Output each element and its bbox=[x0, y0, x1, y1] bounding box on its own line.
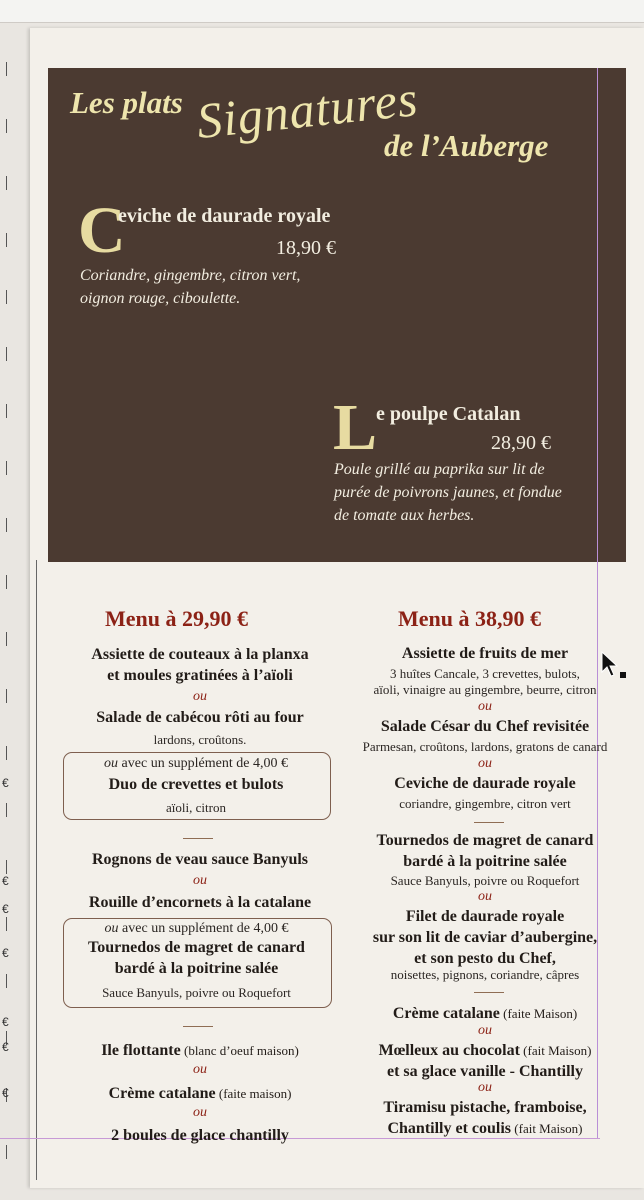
mouse-cursor-icon bbox=[600, 650, 630, 682]
dish-description: Coriandre, gingembre, citron vert, oignon rouge, ciboulette. bbox=[80, 267, 301, 307]
menu1-supplement-dish: Tournedos de magret de canard bardé à la poitrine salée bbox=[88, 939, 305, 977]
ruler-tick bbox=[6, 1145, 7, 1159]
menu2-starter: Salade César du Chef revisitée bbox=[380, 718, 590, 735]
menu2-starter-detail: Parmesan, croûtons, lardons, gratons de canard bbox=[362, 739, 608, 754]
ruler-tick bbox=[6, 290, 7, 304]
ruler-tick bbox=[6, 917, 7, 931]
menu2-starter: Assiette de fruits de mer bbox=[401, 645, 569, 662]
course-separator bbox=[183, 838, 213, 839]
ruler-tick bbox=[6, 176, 7, 190]
menu1-supplement-detail: Sauce Banyuls, poivre ou Roquefort bbox=[102, 985, 291, 1000]
menu2-main-detail: noisettes, pignons, coriandre, câpres bbox=[390, 967, 580, 982]
course-separator bbox=[183, 1026, 213, 1027]
app-toolbar bbox=[0, 0, 644, 23]
menu1-starter-detail: lardons, croûtons. bbox=[153, 732, 247, 747]
course-separator bbox=[474, 992, 504, 993]
ruler-tick bbox=[6, 689, 7, 703]
ruler-tick bbox=[6, 518, 7, 532]
ruler-tick bbox=[6, 461, 7, 475]
supplement-note: ou avec un supplément de 4,00 € bbox=[104, 756, 288, 771]
menu1-starter: Assiette de couteaux à la planxa et moules gratinées à l’aïoli bbox=[91, 646, 309, 684]
menu1-dessert: 2 boules de glace chantilly bbox=[111, 1127, 289, 1144]
menu2-starter-detail: coriandre, gingembre, citron vert bbox=[399, 796, 571, 811]
dish-price: 18,90 € bbox=[276, 237, 336, 259]
ou-separator: ou bbox=[478, 756, 492, 771]
ou-separator: ou bbox=[478, 889, 492, 904]
menu1-dessert: Ile flottante (blanc d’oeuf maison) bbox=[101, 1042, 299, 1059]
title-les-plats: Les plats bbox=[70, 85, 183, 120]
menu2-starter: Ceviche de daurade royale bbox=[394, 775, 576, 792]
menu2-dessert: Tiramisu pistache, framboise, Chantilly et coulis (fait Maison) bbox=[383, 1099, 587, 1137]
menu2-main: Tournedos de magret de canard bardé à la poitrine salée bbox=[376, 832, 594, 870]
menu1-starter: Salade de cabécou rôti au four bbox=[96, 709, 304, 726]
menu1-main: Rognons de veau sauce Banyuls bbox=[91, 851, 309, 868]
ruler-tick bbox=[6, 803, 7, 817]
dropcap-l: L bbox=[333, 391, 378, 464]
menu2-starter-detail: 3 huîtes Cancale, 3 crevettes, bulots, aïoli, vinaigre au gingembre, beurre, citron bbox=[373, 666, 597, 697]
ruler-tick bbox=[6, 974, 7, 988]
menu2-main: Filet de daurade royale sur son lit de caviar d’aubergine, et son pesto du Chef, bbox=[372, 908, 598, 967]
ruler-tick bbox=[6, 404, 7, 418]
edge-euro: € bbox=[2, 1086, 9, 1100]
title-signatures-script: Signatures bbox=[194, 70, 421, 150]
menu1-supplement-dish: Duo de crevettes et bulots bbox=[108, 776, 284, 793]
supplement-note: ou avec un supplément de 4,00 € bbox=[104, 921, 289, 936]
menu2-dessert: Crème catalane (faite Maison) bbox=[392, 1005, 578, 1022]
ou-separator: ou bbox=[478, 1023, 492, 1038]
dish-description: Poule grillé au paprika sur lit de purée de poivrons jaunes, et fondue de tomate aux herbes. bbox=[334, 461, 562, 524]
edge-euro: € bbox=[2, 946, 9, 960]
menu2-main-detail: Sauce Banyuls, poivre ou Roquefort bbox=[390, 873, 580, 888]
dropcap-c: C bbox=[78, 194, 126, 267]
ou-separator: ou bbox=[478, 1080, 492, 1095]
edge-euro: € bbox=[2, 776, 9, 790]
ou-separator: ou bbox=[193, 689, 207, 704]
menu1-main: Rouille d’encornets à la catalane bbox=[88, 894, 312, 911]
edge-euro: € bbox=[2, 1040, 9, 1054]
ruler-tick bbox=[6, 347, 7, 361]
edge-euro: € bbox=[2, 902, 9, 916]
ruler-tick bbox=[6, 233, 7, 247]
ruler-tick bbox=[6, 62, 7, 76]
margin-guide bbox=[36, 560, 37, 1180]
ou-separator: ou bbox=[478, 699, 492, 714]
edge-euro: € bbox=[2, 874, 9, 888]
ou-separator: ou bbox=[193, 873, 207, 888]
course-separator bbox=[474, 822, 504, 823]
ruler-tick bbox=[6, 860, 7, 874]
menu1-dessert: Crème catalane (faite maison) bbox=[108, 1085, 292, 1102]
dish-name: eviche de daurade royale bbox=[118, 205, 331, 227]
dish-price: 28,90 € bbox=[491, 432, 551, 454]
ruler-tick bbox=[6, 575, 7, 589]
ruler-tick bbox=[6, 119, 7, 133]
title-auberge: de l’Auberge bbox=[384, 128, 549, 163]
ou-separator: ou bbox=[193, 1062, 207, 1077]
edge-euro: € bbox=[2, 1015, 9, 1029]
menu-38-title: Menu à 38,90 € bbox=[398, 606, 541, 631]
ruler-tick bbox=[6, 632, 7, 646]
menu2-dessert: Mœlleux au chocolat (fait Maison) et sa glace vanille - Chantilly bbox=[378, 1042, 592, 1080]
ruler-tick bbox=[6, 746, 7, 760]
menu1-supplement-detail: aïoli, citron bbox=[166, 800, 226, 815]
ou-separator: ou bbox=[193, 1105, 207, 1120]
menu-29-title: Menu à 29,90 € bbox=[105, 606, 248, 631]
dish-name: e poulpe Catalan bbox=[376, 403, 521, 425]
